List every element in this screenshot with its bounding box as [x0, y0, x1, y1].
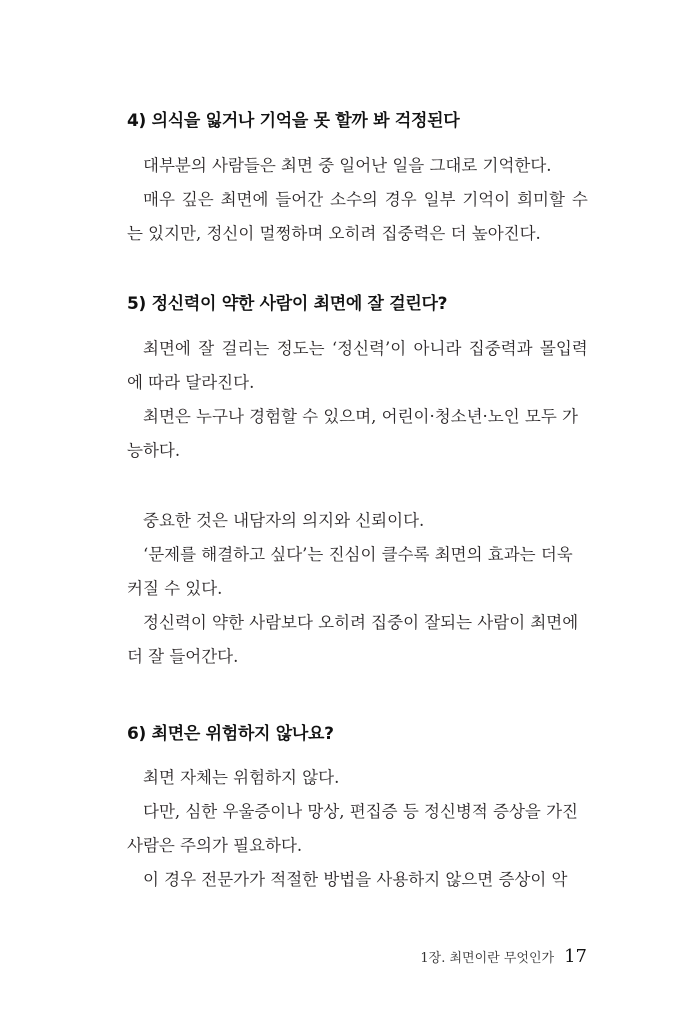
page-footer — [420, 946, 587, 967]
page-number: 17 — [564, 946, 587, 967]
paragraph-line: 최면에 잘 걸리는 정도는 ‘정신력’이 아니라 집중력과 몰입력 — [143, 339, 588, 358]
paragraph-line: ‘문제를 해결하고 싶다’는 진심이 클수록 최면의 효과는 더욱 — [143, 545, 573, 564]
paragraph-line: 정신력이 약한 사람보다 오히려 집중이 잘되는 사람이 최면에 — [143, 613, 579, 632]
paragraph-line: 능하다. — [127, 441, 181, 460]
section-heading-6: 6) 최면은 위험하지 않나요? — [127, 724, 334, 744]
paragraph-line: 더 잘 들어간다. — [127, 647, 239, 666]
paragraph-line: 최면은 누구나 경험할 수 있으며, 어린이·청소년·노인 모두 가 — [143, 407, 578, 426]
section-heading-4: 4) 의식을 잃거나 기억을 못 할까 봐 걱정된다 — [127, 111, 460, 131]
running-footer-chapter: 1장. 최면이란 무엇인가 — [420, 951, 555, 966]
paragraph-line: 최면 자체는 위험하지 않다. — [143, 768, 340, 787]
paragraph-line: 는 있지만, 정신이 멀쩡하며 오히려 집중력은 더 높아진다. — [127, 224, 541, 243]
paragraph-line: 에 따라 달라진다. — [127, 373, 255, 392]
paragraph-line: 중요한 것은 내담자의 의지와 신뢰이다. — [143, 511, 425, 530]
paragraph-line: 대부분의 사람들은 최면 중 일어난 일을 그대로 기억한다. — [143, 156, 552, 175]
section-heading-5: 5) 정신력이 약한 사람이 최면에 잘 걸린다? — [127, 294, 448, 314]
paragraph-line: 사람은 주의가 필요하다. — [127, 836, 303, 855]
paragraph-line: 매우 깊은 최면에 들어간 소수의 경우 일부 기억이 희미할 수 — [143, 190, 588, 209]
paragraph-line: 이 경우 전문가가 적절한 방법을 사용하지 않으면 증상이 악 — [143, 870, 568, 889]
paragraph-line: 커질 수 있다. — [127, 579, 223, 598]
paragraph-line: 다만, 심한 우울증이나 망상, 편집증 등 정신병적 증상을 가진 — [143, 802, 578, 821]
